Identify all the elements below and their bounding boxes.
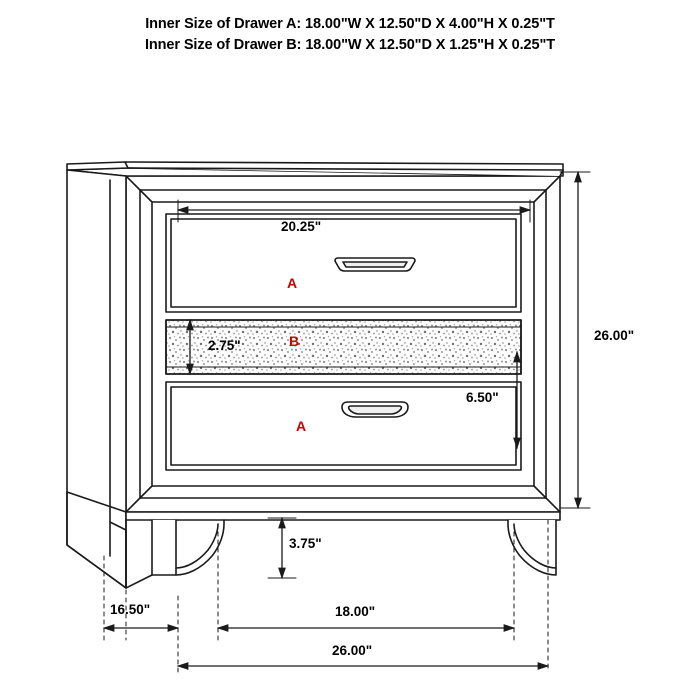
header-line-drawer-a: Inner Size of Drawer A: 18.00"W X 12.50"D X 4.00"H X 0.25"T	[145, 16, 555, 32]
dim-overall-height: 26.00"	[594, 328, 635, 343]
dim-leg-clearance: 3.75"	[289, 536, 322, 551]
drawer-label-a-top: A	[287, 275, 298, 291]
dim-inner-width: 18.00"	[335, 604, 376, 619]
dim-depth: 16.50"	[110, 602, 151, 617]
dim-top-drawer-width: 20.25"	[281, 219, 322, 234]
drawer-label-b-middle: B	[289, 333, 300, 349]
dim-mid-drawer-height: 2.75"	[208, 338, 241, 353]
dim-overall-width: 26.00"	[332, 643, 373, 658]
dim-bottom-drawer-height: 6.50"	[466, 390, 499, 405]
drawer-label-a-bottom: A	[296, 418, 307, 434]
header-line-drawer-b: Inner Size of Drawer B: 18.00"W X 12.50"D X 1.25"H X 0.25"T	[144, 37, 556, 53]
